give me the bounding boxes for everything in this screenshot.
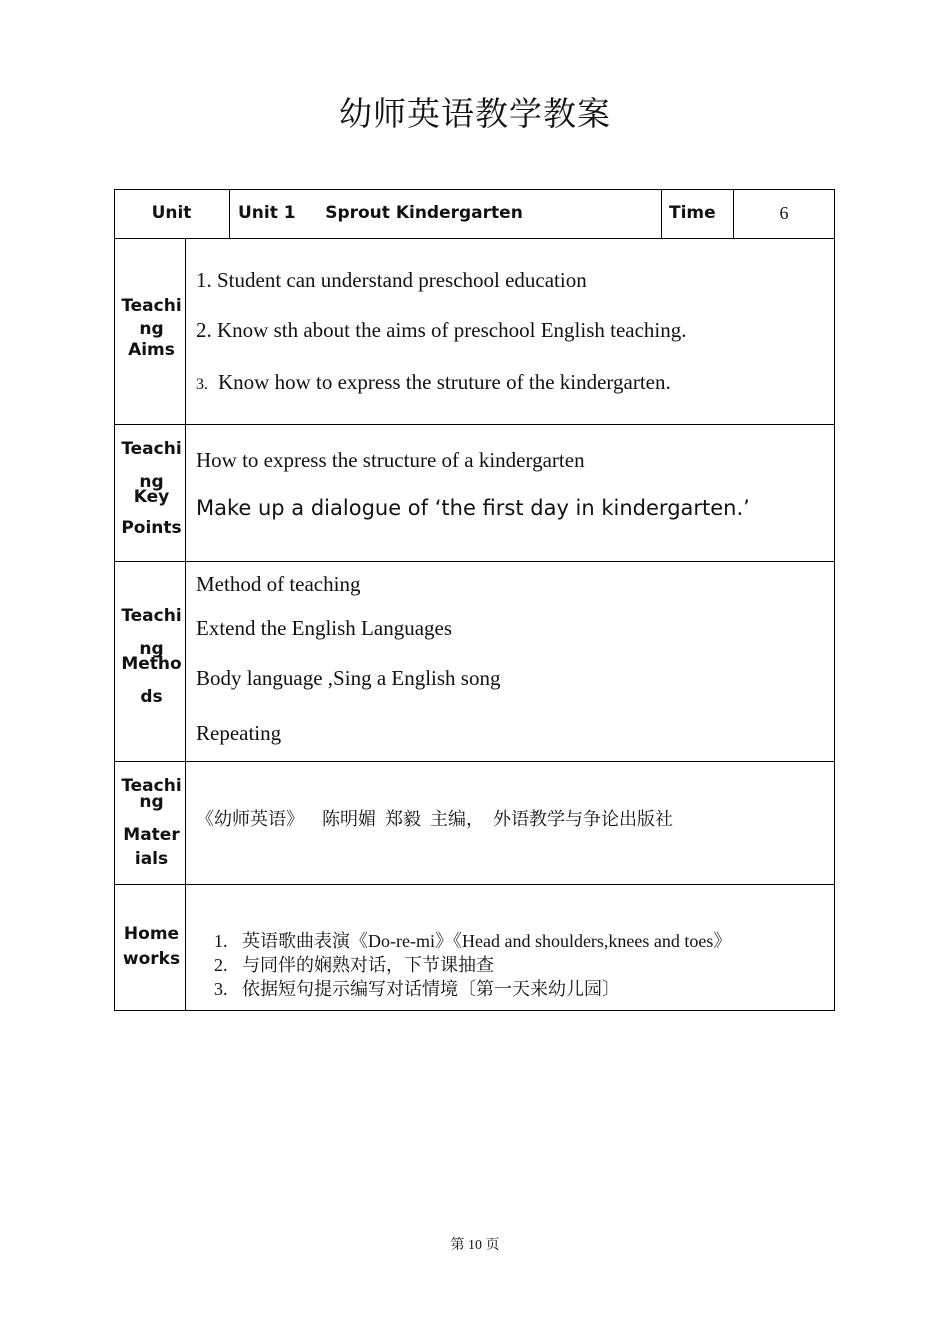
row-divider	[114, 238, 835, 239]
row-divider	[114, 884, 835, 885]
method-item: Repeating	[196, 721, 282, 745]
method-item: Extend the English Languages	[196, 616, 453, 640]
row-divider	[114, 561, 835, 562]
page-title: 幼师英语教学教案	[339, 97, 611, 133]
row-divider	[114, 761, 835, 762]
col-divider	[229, 189, 230, 238]
key-point-1: How to express the structure of a kindergarten	[196, 448, 585, 472]
aims-label: Teachi ng Aims	[121, 296, 182, 360]
materials-label: Teachi ng Mater ials	[121, 776, 182, 869]
homeworks-label: Home works	[122, 924, 181, 969]
unit-value: Unit 1 Sprout Kindergarten	[238, 203, 523, 223]
table-border	[114, 189, 835, 190]
method-item: Body language ,Sing a English song	[196, 666, 501, 690]
col-divider	[661, 189, 662, 238]
aim-item: 1. Student can understand preschool education	[196, 268, 587, 292]
time-value: 6	[779, 203, 789, 223]
homework-item: 3. 依据短句提示编写对话情境〔第一天来幼儿园〕	[214, 979, 620, 999]
homework-item: 2. 与同伴的娴熟对话，下节课抽查	[214, 955, 494, 975]
key-points-label: Teachi ng Key Points	[121, 439, 182, 538]
row-divider	[114, 424, 835, 425]
key-point-2: Make up a dialogue of ‘the first day in kindergarten.’	[196, 496, 750, 520]
aim-item: 2. Know sth about the aims of preschool English teaching.	[196, 318, 687, 342]
time-label: Time	[669, 203, 716, 223]
page-number: 第 10 页	[450, 1238, 500, 1253]
table-border	[114, 1010, 835, 1011]
methods-label: Teachi ng Metho ds	[121, 606, 182, 707]
materials-text: 《幼师英语》 陈明媚 郑毅 主编， 外语教学与争论出版社	[196, 809, 673, 829]
lesson-plan-table	[114, 189, 835, 1011]
table-border	[834, 189, 835, 1011]
homework-item: 1. 英语歌曲表演《Do-re-mi》《Head and shoulders,knees and toes》	[214, 931, 732, 951]
method-item: Method of teaching	[196, 572, 361, 596]
aim-item: 3. Know how to express the struture of the kindergarten.	[196, 370, 671, 394]
unit-label: Unit	[151, 203, 192, 223]
